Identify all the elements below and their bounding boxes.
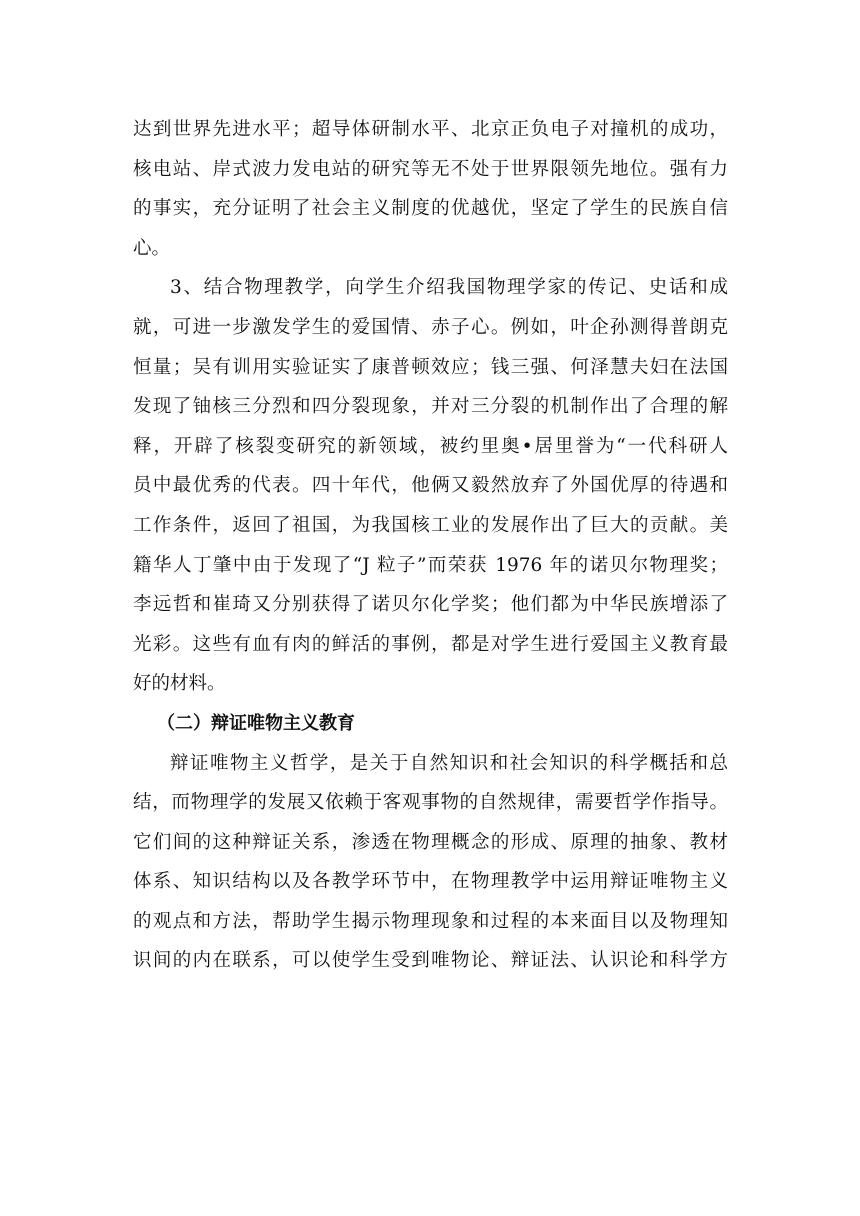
paragraph-line: 的事实，充分证明了社会主义制度的优越优，坚定了学生的民族自信 bbox=[133, 198, 728, 220]
paragraph-line: 核电站、岸式波力发电站的研究等无不处于世界限领先地位。强有力 bbox=[133, 158, 728, 180]
paragraph-line: 发现了铀核三分烈和四分裂现象，并对三分裂的机制作出了合理的解 bbox=[133, 396, 728, 418]
paragraph-line: 员中最优秀的代表。四十年代，他俩又毅然放弃了外国优厚的待遇和 bbox=[133, 475, 728, 497]
paragraph-line: 体系、知识结构以及各教学环节中，在物理教学中运用辩证唯物主义 bbox=[133, 871, 728, 893]
paragraph-line: 好的材料。 bbox=[133, 673, 226, 695]
paragraph-1 bbox=[133, 110, 728, 268]
paragraph-line: 达到世界先进水平；超导体研制水平、北京正负电子对撞机的成功， bbox=[133, 119, 728, 140]
paragraph-3 bbox=[133, 744, 728, 982]
paragraph-line: 3、结合物理教学，向学生介绍我国物理学家的传记、史话和成 bbox=[170, 277, 728, 299]
paragraph-line: 光彩。这些有血有肉的鲜活的事例，都是对学生进行爱国主义教育最 bbox=[133, 633, 728, 655]
paragraph-line: 的观点和方法，帮助学生揭示物理现象和过程的本来面目以及物理知 bbox=[133, 910, 728, 932]
document-page bbox=[133, 110, 728, 981]
paragraph-line: 心。 bbox=[133, 237, 171, 259]
paragraph-2 bbox=[133, 268, 728, 704]
paragraph-line: 识间的内在联系，可以使学生受到唯物论、辩证法、认识论和科学方 bbox=[133, 950, 728, 972]
paragraph-line: 籍华人丁肇中由于发现了“J 粒子”而荣获 1976 年的诺贝尔物理奖； bbox=[133, 554, 728, 576]
paragraph-line: 工作条件，返回了祖国，为我国核工业的发展作出了巨大的贡献。美 bbox=[133, 514, 728, 536]
section-heading: （二）辩证唯物主义教育 bbox=[157, 712, 355, 734]
paragraph-line: 辩证唯物主义哲学，是关于自然知识和社会知识的科学概括和总 bbox=[170, 752, 728, 774]
paragraph-line: 恒量；吴有训用实验证实了康普顿效应；钱三强、何泽慧夫妇在法国 bbox=[133, 356, 728, 378]
paragraph-line: 就，可进一步激发学生的爱国情、赤子心。例如，叶企孙测得普朗克 bbox=[133, 316, 728, 338]
paragraph-line: 李远哲和崔琦又分别获得了诺贝尔化学奖；他们都为中华民族增添了 bbox=[133, 594, 728, 616]
paragraph-line: 结，而物理学的发展又依赖于客观事物的自然规律，需要哲学作指导。 bbox=[133, 792, 728, 814]
paragraph-line: 它们间的这种辩证关系，渗透在物理概念的形成、原理的抽象、教材 bbox=[133, 831, 728, 853]
paragraph-line: 释，开辟了核裂变研究的新领域，被约里奥•居里誉为“一代科研人 bbox=[133, 435, 728, 457]
